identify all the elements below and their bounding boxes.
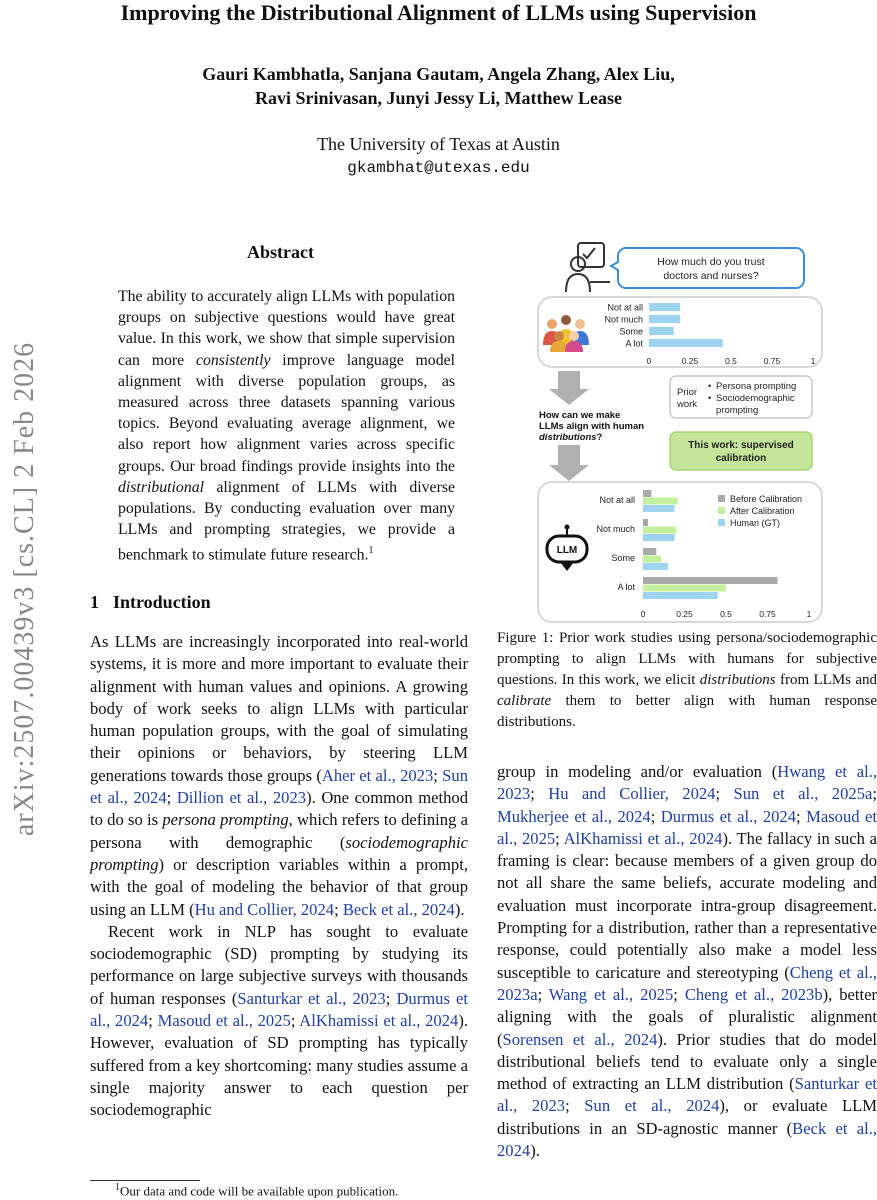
- alignment-question-line-1: How can we make: [539, 410, 621, 421]
- citation[interactable]: Mukherjee et al., 2024: [497, 806, 651, 826]
- x-tick-label: 0: [646, 356, 652, 366]
- legend-swatch: [718, 495, 725, 502]
- citation[interactable]: Sun et al., 2024: [90, 765, 468, 808]
- legend-label: After Calibration: [730, 506, 795, 516]
- prior-item-2: Sociodemographic: [716, 393, 795, 404]
- bar: [643, 505, 675, 512]
- x-tick-label: 1: [810, 356, 816, 366]
- survey-person-icon: [566, 243, 610, 292]
- category-label: A lot: [617, 582, 635, 592]
- intro-paragraph-2: Recent work in NLP has sought to evaluate sociodemographic (SD) prompting by studying its performance on large subjective surveys with thousands of human responses (Santurkar et al., 2023; Durmus et al., 2024; Masoud et al., 2025; AlKhamissi et al., 2024). However, evaluation of SD prompting has typically suffered from a key shortcoming: many studies assume a single majority answer to each question per sociodemographic: [90, 921, 469, 1120]
- author-list: [0, 62, 877, 110]
- x-tick-label: 0.75: [759, 609, 776, 619]
- bar: [643, 585, 726, 592]
- category-label: A lot: [625, 338, 643, 349]
- prior-item-1: Persona prompting: [716, 381, 797, 392]
- citation[interactable]: AlKhamissi et al., 2024: [299, 1011, 459, 1031]
- x-tick-label: 0: [640, 609, 646, 619]
- alignment-question-line-2: LLMs align with human: [539, 421, 645, 432]
- citation[interactable]: Durmus et al., 2024: [90, 988, 468, 1031]
- citation[interactable]: Cheng et al., 2023a: [497, 962, 877, 1004]
- x-tick-label: 1: [806, 609, 812, 619]
- this-work-line-2: calibration: [715, 453, 767, 464]
- down-arrow-icon: [549, 445, 589, 481]
- citation[interactable]: Beck et al., 2024: [497, 1118, 877, 1161]
- bar: [649, 327, 674, 335]
- this-work-line-1: This work: supervised: [688, 440, 794, 451]
- bar: [643, 556, 661, 563]
- paper-title: Improving the Distributional Alignment of LLMs using Supervision: [120, 0, 757, 25]
- bar: [643, 490, 651, 497]
- bar: [643, 548, 656, 555]
- bar: [643, 563, 668, 570]
- svg-text:•: •: [708, 381, 712, 392]
- figure-1: [530, 240, 830, 625]
- llm-badge-label: LLM: [556, 545, 578, 556]
- question-bubble: [611, 248, 804, 288]
- citation[interactable]: AlKhamissi et al., 2024: [563, 828, 723, 848]
- citation[interactable]: Masoud et al., 2025: [497, 806, 877, 848]
- legend-label: Human (GT): [730, 518, 781, 528]
- x-tick-label: 0.25: [676, 609, 693, 619]
- citation[interactable]: Aher et al., 2023: [321, 765, 434, 785]
- citation[interactable]: Masoud et al., 2025: [157, 1011, 291, 1031]
- bar: [649, 339, 723, 347]
- legend-swatch: [718, 519, 725, 526]
- category-label: Not much: [596, 524, 635, 534]
- authors-line-1: Gauri Kambhatla, Sanjana Gautam, Angela Zhang, Alex Liu,: [202, 64, 675, 84]
- down-arrow-icon: [549, 371, 589, 405]
- intro-paragraph-1: As LLMs are increasingly incorporated into real-world systems, it is more and more important to evaluate their alignment with human values and opinions. A growing body of work seeks to align LLMs with particular human population groups, with the goal of simulating their opinions or behaviors, by steering LLM generations towards those groups (Aher et al., 2023; Sun et al., 2024; Dillion et al., 2023). One common method to do so is persona prompting, which refers to defining a persona with demographic (sociodemographic prompting) or description variables within a prompt, with the goal of modeling the behavior of that group using an LLM (Hu and Collier, 2024; Beck et al., 2024).: [90, 632, 468, 919]
- bar: [643, 577, 777, 584]
- arxiv-stamp: arXiv:2507.00439v3 [cs.CL] 2 Feb 2026: [9, 341, 40, 837]
- prior-item-3: prompting: [716, 405, 759, 416]
- x-tick-label: 0.25: [681, 356, 699, 366]
- alignment-question-line-3: distributions?: [539, 432, 603, 443]
- citation[interactable]: Santurkar et al., 2023: [237, 988, 386, 1008]
- bar: [643, 498, 678, 505]
- prior-label-2: work: [677, 399, 698, 410]
- abstract-heading: Abstract: [247, 242, 314, 262]
- citation[interactable]: Dillion et al., 2023: [176, 788, 307, 808]
- citation[interactable]: Hu and Collier, 2024: [548, 784, 716, 804]
- x-tick-label: 0.5: [720, 609, 732, 619]
- category-label: Some: [619, 326, 643, 337]
- bar: [643, 527, 676, 534]
- citation[interactable]: Hu and Collier, 2024: [194, 899, 335, 919]
- footnote: $^1$Our data and code will be available upon publication.: [115, 1182, 399, 1199]
- affiliation: The University of Texas at Austin: [317, 134, 560, 154]
- intro-paragraph-2-cont: group in modeling and/or evaluation (Hwang et al., 2023; Hu and Collier, 2024; Sun et al., 2025a; Mukherjee et al., 2024; Durmus et al., 2024; Masoud et al., 2025; AlKhamissi et al., 2024). The fallacy in such a framing is clear: because members of a given group do not all share the same beliefs, accurate modeling and evaluation must incorporate intra-group disagreement. Prompting for a distribution, rather than a representative response, could potentially also make a model less susceptible to caricature and stereotyping (Cheng et al., 2023a; Wang et al., 2025; Cheng et al., 2023b), better aligning with the goals of pluralistic alignment (Sorensen et al., 2024). Prior studies that do model distributional beliefs tend to evaluate only a single method of extracting an LLM distribution (Santurkar et al., 2023; Sun et al., 2024), or evaluate LLM distributions in an SD-agnostic manner (Beck et al., 2024).: [497, 762, 877, 1161]
- this-work-box: [670, 432, 812, 470]
- citation[interactable]: Cheng et al., 2023b: [684, 984, 823, 1004]
- citation[interactable]: Durmus et al., 2024: [660, 806, 797, 826]
- prior-label-1: Prior: [677, 387, 698, 398]
- x-tick-label: 0.75: [763, 356, 781, 366]
- citation[interactable]: Santurkar et al., 2023: [497, 1074, 877, 1116]
- legend-swatch: [718, 507, 725, 514]
- citation[interactable]: Sun et al., 2024: [584, 1096, 720, 1116]
- citation[interactable]: Sorensen et al., 2024: [502, 1029, 658, 1049]
- svg-text:•: •: [708, 393, 712, 404]
- bar: [643, 519, 648, 526]
- question-line-1: How much do you trust: [657, 256, 765, 268]
- intro-left-column: [90, 631, 468, 1122]
- bar: [643, 592, 718, 599]
- citation[interactable]: Sun et al., 2025a: [733, 784, 873, 804]
- category-label: Some: [611, 553, 635, 563]
- bar: [649, 315, 680, 323]
- citation[interactable]: Wang et al., 2025: [548, 984, 674, 1004]
- question-line-2: doctors and nurses?: [663, 270, 759, 282]
- author-email[interactable]: gkambhat@utexas.edu: [347, 159, 530, 177]
- legend-label: Before Calibration: [730, 494, 803, 504]
- intro-right-column: [497, 761, 877, 1162]
- category-label: Not at all: [607, 302, 643, 313]
- citation[interactable]: Beck et al., 2024: [342, 899, 455, 919]
- abstract-body: The ability to accurately align LLMs with population groups on subjective questions would have great value. In this work, we show that simple supervision can more consistently improve language model alignment with diverse population groups, as measured across three datasets spanning various topics. Beyond evaluating average alignment, we also report how alignment varies across specific groups. Our broad findings provide insights into the distributional alignment of LLMs with diverse populations. By conducting evaluation over many LLMs and prompting strategies, we provide a benchmark to stimulate future research.$^1$: [118, 288, 455, 564]
- section-heading: 1 Introduction: [90, 592, 211, 612]
- authors-line-2: Ravi Srinivasan, Junyi Jessy Li, Matthew Lease: [254, 88, 623, 108]
- figure-caption: Figure 1: Prior work studies using persona/sociodemographic prompting to align LLMs with humans for subjective questions. In this work, we elicit distributions from LLMs and calibrate them to better align with human response distributions.: [497, 630, 877, 730]
- bar: [643, 534, 675, 541]
- bar: [649, 303, 680, 311]
- footnote-rule: [90, 1180, 200, 1181]
- citation[interactable]: Hwang et al., 2023: [497, 762, 877, 804]
- x-tick-label: 0.5: [725, 356, 737, 366]
- footnote-marker[interactable]: 1: [368, 545, 374, 557]
- category-label: Not much: [604, 314, 643, 325]
- category-label: Not at all: [599, 495, 635, 505]
